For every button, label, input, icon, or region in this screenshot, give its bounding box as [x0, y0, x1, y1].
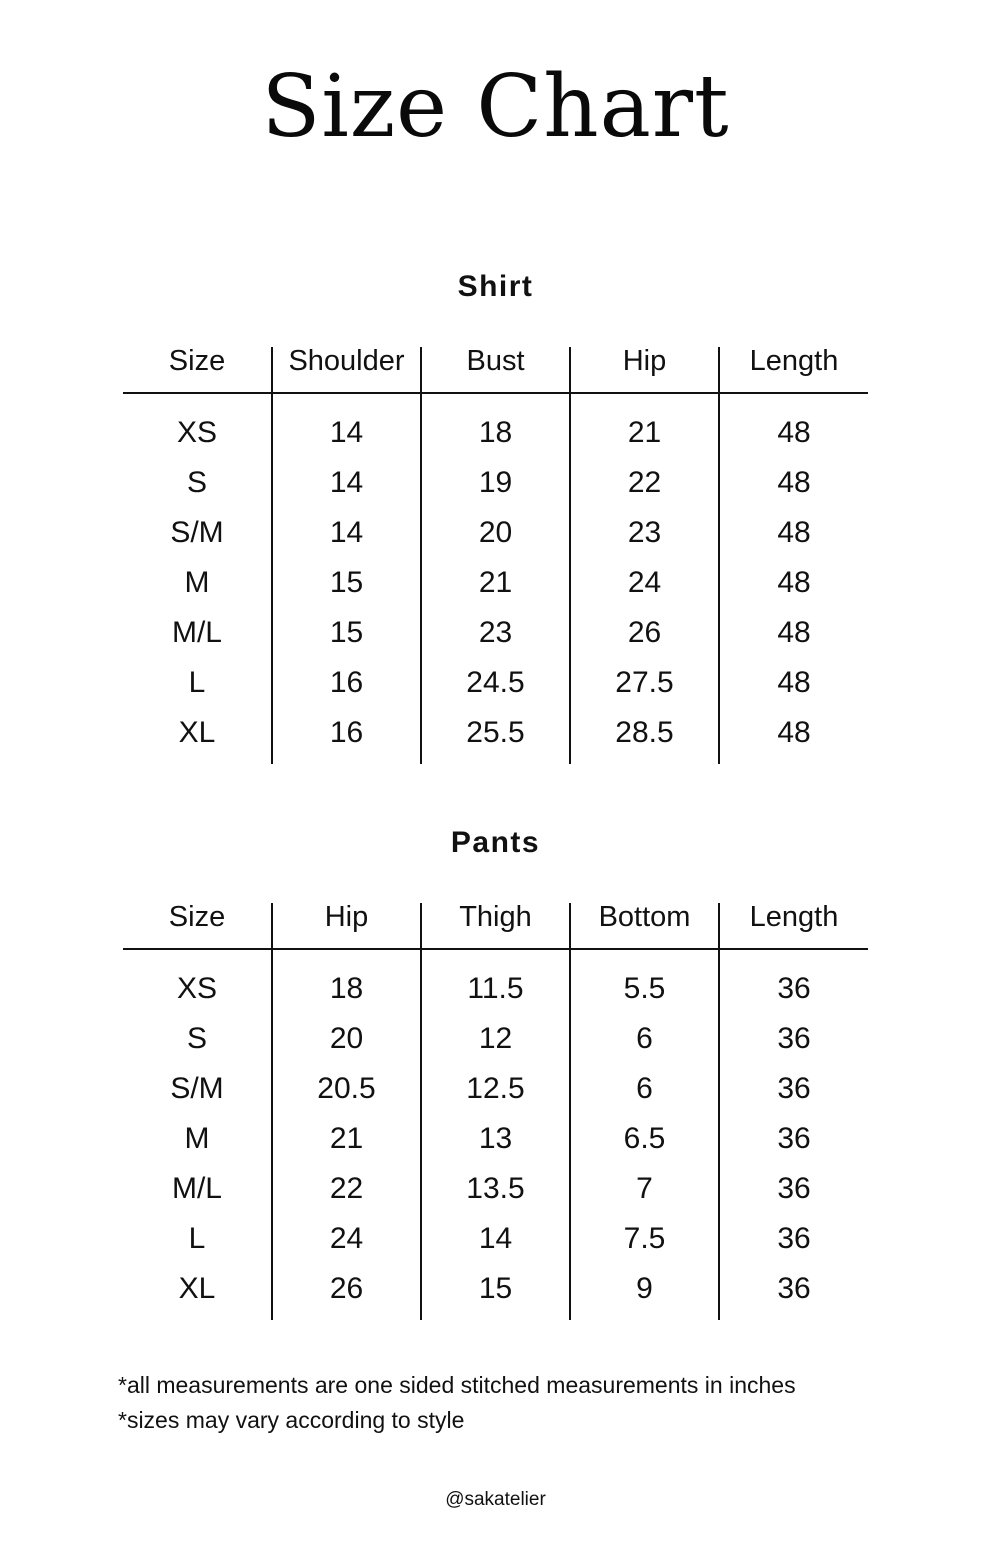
cell-value: 12.5	[421, 1064, 570, 1114]
table-row	[123, 1014, 868, 1064]
cell-value: 24	[570, 558, 719, 608]
column-header: Bottom	[570, 903, 719, 949]
cell-size: XL	[123, 708, 272, 764]
pants-size-table	[123, 900, 868, 1320]
table-row	[123, 1164, 868, 1214]
cell-value: 14	[272, 508, 421, 558]
cell-value: 15	[421, 1264, 570, 1320]
table-row	[123, 458, 868, 508]
cell-value: 26	[570, 608, 719, 658]
cell-value: 26	[272, 1264, 421, 1320]
cell-value: 48	[777, 415, 811, 449]
cell-value: 48	[777, 615, 811, 649]
column-header: Shoulder	[272, 347, 421, 393]
table-row	[123, 558, 868, 608]
cell-size: M	[123, 558, 272, 608]
cell-size: M	[123, 1114, 272, 1164]
cell-size: XS	[123, 949, 272, 1014]
cell-value: 16	[272, 658, 421, 708]
table-row	[123, 1064, 868, 1114]
cell-size: M/L	[123, 1164, 272, 1214]
cell-size: M/L	[123, 608, 272, 658]
cell-value: 20	[421, 508, 570, 558]
section-heading-shirt: Shirt	[457, 269, 534, 303]
column-header: Size	[123, 347, 272, 393]
cell-value: 36	[777, 1071, 811, 1105]
cell-value: 48	[777, 465, 811, 499]
note-line: *all measurements are one sided stitched measurements in inches	[118, 1371, 796, 1398]
cell-value: 6	[570, 1014, 719, 1064]
cell-value: 18	[272, 949, 421, 1014]
cell-value: 27.5	[570, 658, 719, 708]
table-row	[123, 1264, 868, 1320]
cell-size: S/M	[123, 508, 272, 558]
column-header: Length	[719, 347, 868, 393]
cell-value: 22	[570, 458, 719, 508]
shirt-size-table	[123, 344, 868, 764]
cell-value: 24	[272, 1214, 421, 1264]
table-row	[123, 708, 868, 764]
brand-handle: @sakatelier	[445, 1488, 546, 1510]
cell-value: 48	[777, 565, 811, 599]
note-line: *sizes may vary according to style	[118, 1407, 465, 1434]
cell-value: 48	[777, 665, 811, 699]
cell-value: 14	[272, 393, 421, 458]
cell-value: 11.5	[421, 949, 570, 1014]
cell-value: 21	[570, 393, 719, 458]
column-header: Thigh	[421, 903, 570, 949]
cell-value: 14	[421, 1214, 570, 1264]
page-title: Size Chart	[261, 57, 730, 157]
cell-value: 21	[421, 558, 570, 608]
cell-value: 5.5	[570, 949, 719, 1014]
cell-value: 12	[421, 1014, 570, 1064]
table-header-row	[123, 903, 868, 949]
cell-size: XS	[123, 393, 272, 458]
cell-size: S	[123, 458, 272, 508]
cell-value: 23	[570, 508, 719, 558]
cell-size: S	[123, 1014, 272, 1064]
cell-value: 19	[421, 458, 570, 508]
table-row	[123, 949, 868, 1014]
cell-value: 36	[777, 1121, 811, 1155]
cell-value: 24.5	[421, 658, 570, 708]
cell-size: L	[123, 658, 272, 708]
cell-value: 16	[272, 708, 421, 764]
cell-value: 23	[421, 608, 570, 658]
cell-value: 15	[272, 558, 421, 608]
cell-value: 7	[570, 1164, 719, 1214]
table-row	[123, 1214, 868, 1264]
column-header: Hip	[272, 903, 421, 949]
cell-value: 36	[777, 1021, 811, 1055]
cell-value: 20	[272, 1014, 421, 1064]
cell-value: 13	[421, 1114, 570, 1164]
section-heading-pants: Pants	[450, 825, 541, 859]
cell-value: 25.5	[421, 708, 570, 764]
cell-value: 9	[570, 1264, 719, 1320]
cell-size: S/M	[123, 1064, 272, 1114]
cell-value: 18	[421, 393, 570, 458]
cell-value: 6.5	[570, 1114, 719, 1164]
cell-value: 22	[272, 1164, 421, 1214]
cell-value: 21	[272, 1114, 421, 1164]
cell-value: 13.5	[421, 1164, 570, 1214]
table-row	[123, 1114, 868, 1164]
cell-value: 36	[777, 1221, 811, 1255]
cell-value: 20.5	[272, 1064, 421, 1114]
cell-value: 6	[570, 1064, 719, 1114]
table-header-row	[123, 347, 868, 393]
cell-value: 36	[777, 1271, 811, 1305]
table-row	[123, 608, 868, 658]
cell-value: 28.5	[570, 708, 719, 764]
table-row	[123, 508, 868, 558]
column-header: Size	[123, 903, 272, 949]
cell-value: 36	[777, 1171, 811, 1205]
column-header: Length	[719, 903, 868, 949]
cell-value: 7.5	[570, 1214, 719, 1264]
table-row	[123, 393, 868, 458]
cell-value: 14	[272, 458, 421, 508]
cell-size: L	[123, 1214, 272, 1264]
cell-value: 48	[777, 715, 811, 749]
column-header: Bust	[421, 347, 570, 393]
cell-value: 48	[777, 515, 811, 549]
column-header: Hip	[570, 347, 719, 393]
table-row	[123, 658, 868, 708]
cell-size: XL	[123, 1264, 272, 1320]
notes	[118, 1368, 921, 1439]
cell-value: 15	[272, 608, 421, 658]
cell-value: 36	[777, 971, 811, 1005]
